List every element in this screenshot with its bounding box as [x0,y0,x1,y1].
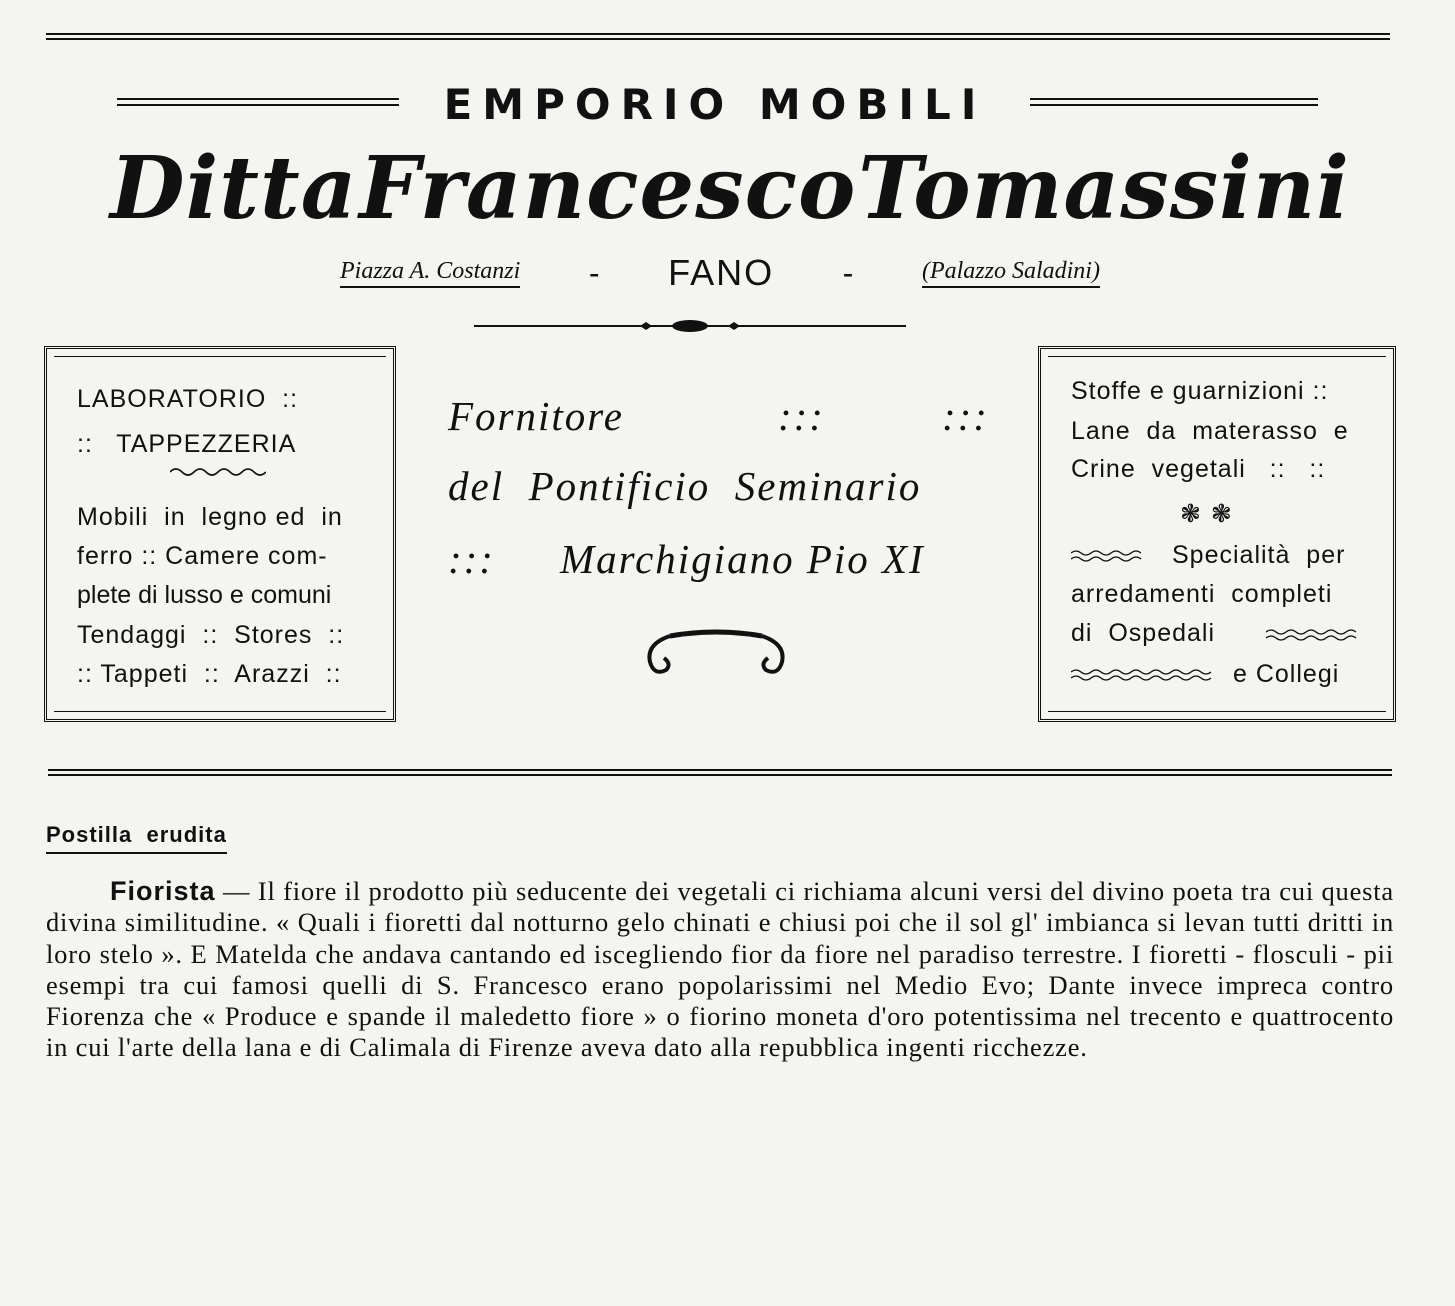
left-box-line: plete di lusso e comuni [77,581,332,609]
company-name-word: Francesco [359,138,857,239]
scroll-ornament [640,628,792,680]
right-box-line: e Collegi [1233,660,1340,688]
address-dash: - [589,256,600,289]
company-name-word: Ditta [110,138,358,239]
right-box-line: di Ospedali [1071,619,1216,647]
right-box-line: Specialità per [1172,541,1346,569]
wave-ornament [1071,549,1145,563]
banner-line-right [1030,98,1318,106]
left-box-line: :: Tappeti :: Arazzi :: [77,660,342,688]
section-rule [48,769,1392,776]
address-right: (Palazzo Saladini) [922,258,1100,288]
left-box-line: Tendaggi :: Stores :: [77,621,345,649]
company-name-word: Tomassini [858,138,1350,239]
banner-line-left [117,98,399,106]
center-line-seminario: del Pontificio Seminario [448,463,922,509]
article-text: — Il fiore il prodotto più seducente dei vegetali ci richiama alcuni versi del divino poeta tra cui questa divina similitudine. « Quali i fioretti dal notturno gelo chinati e chiusi poi che il sol gl' imbianca si levan tutti dritti in loro stelo ». E Matelda che andava cantando ed iscegliendo fior da fiore nel paradiso terrestre. I fioretti - flosculi - pii esempi tra cui famosi quelli di S. Francesco erano popolarissimi nel Medio Evo; Dante invece impreca contro Fiorenza che « Produce e spande il maledetto fiore » o fiorino moneta d'oro potentissima nel trecento e quattrocento in cui l'arte della lana e di Calimala di Firenze aveva dato alla repubblica ingenti ricchezze. [46,876,1394,1063]
address-dash: - [843,256,854,289]
top-rule [46,33,1390,40]
ornament-divider [474,316,906,336]
center-line-pio: Marchigiano Pio XI [560,536,925,582]
left-box-line: LABORATORIO :: [77,385,299,413]
right-box-line: Stoffe e guarnizioni :: [1071,377,1329,405]
wave-ornament [1266,628,1362,642]
emporio-title: EMPORIO MOBILI [443,80,987,129]
wave-ornament [1071,668,1217,682]
right-box-line: Crine vegetali :: :: [1071,455,1326,483]
center-dots: ::: [448,536,495,582]
address-line [340,252,1100,294]
address-left: Piazza A. Costanzi [340,258,520,288]
center-line-fornitore: Fornitore [448,393,624,439]
right-box-line: arredamenti completi [1071,580,1333,608]
article-lead: Fiorista [110,876,216,906]
city-name: FANO [668,252,775,293]
left-box-line: Mobili in legno ed in [77,503,343,531]
left-box-line: :: TAPPEZZERIA [77,430,297,458]
center-dots: ::: [778,393,825,439]
article-heading: Postilla erudita [46,822,227,854]
article-body [46,876,1394,1064]
center-dots: ::: [942,393,989,439]
wave-ornament [170,466,266,478]
flower-ornament: ❃ ❃ [1180,499,1233,528]
company-name [110,138,1350,239]
right-box-line: Lane da materasso e [1071,417,1349,445]
left-box-line: ferro :: Camere com- [77,542,328,570]
